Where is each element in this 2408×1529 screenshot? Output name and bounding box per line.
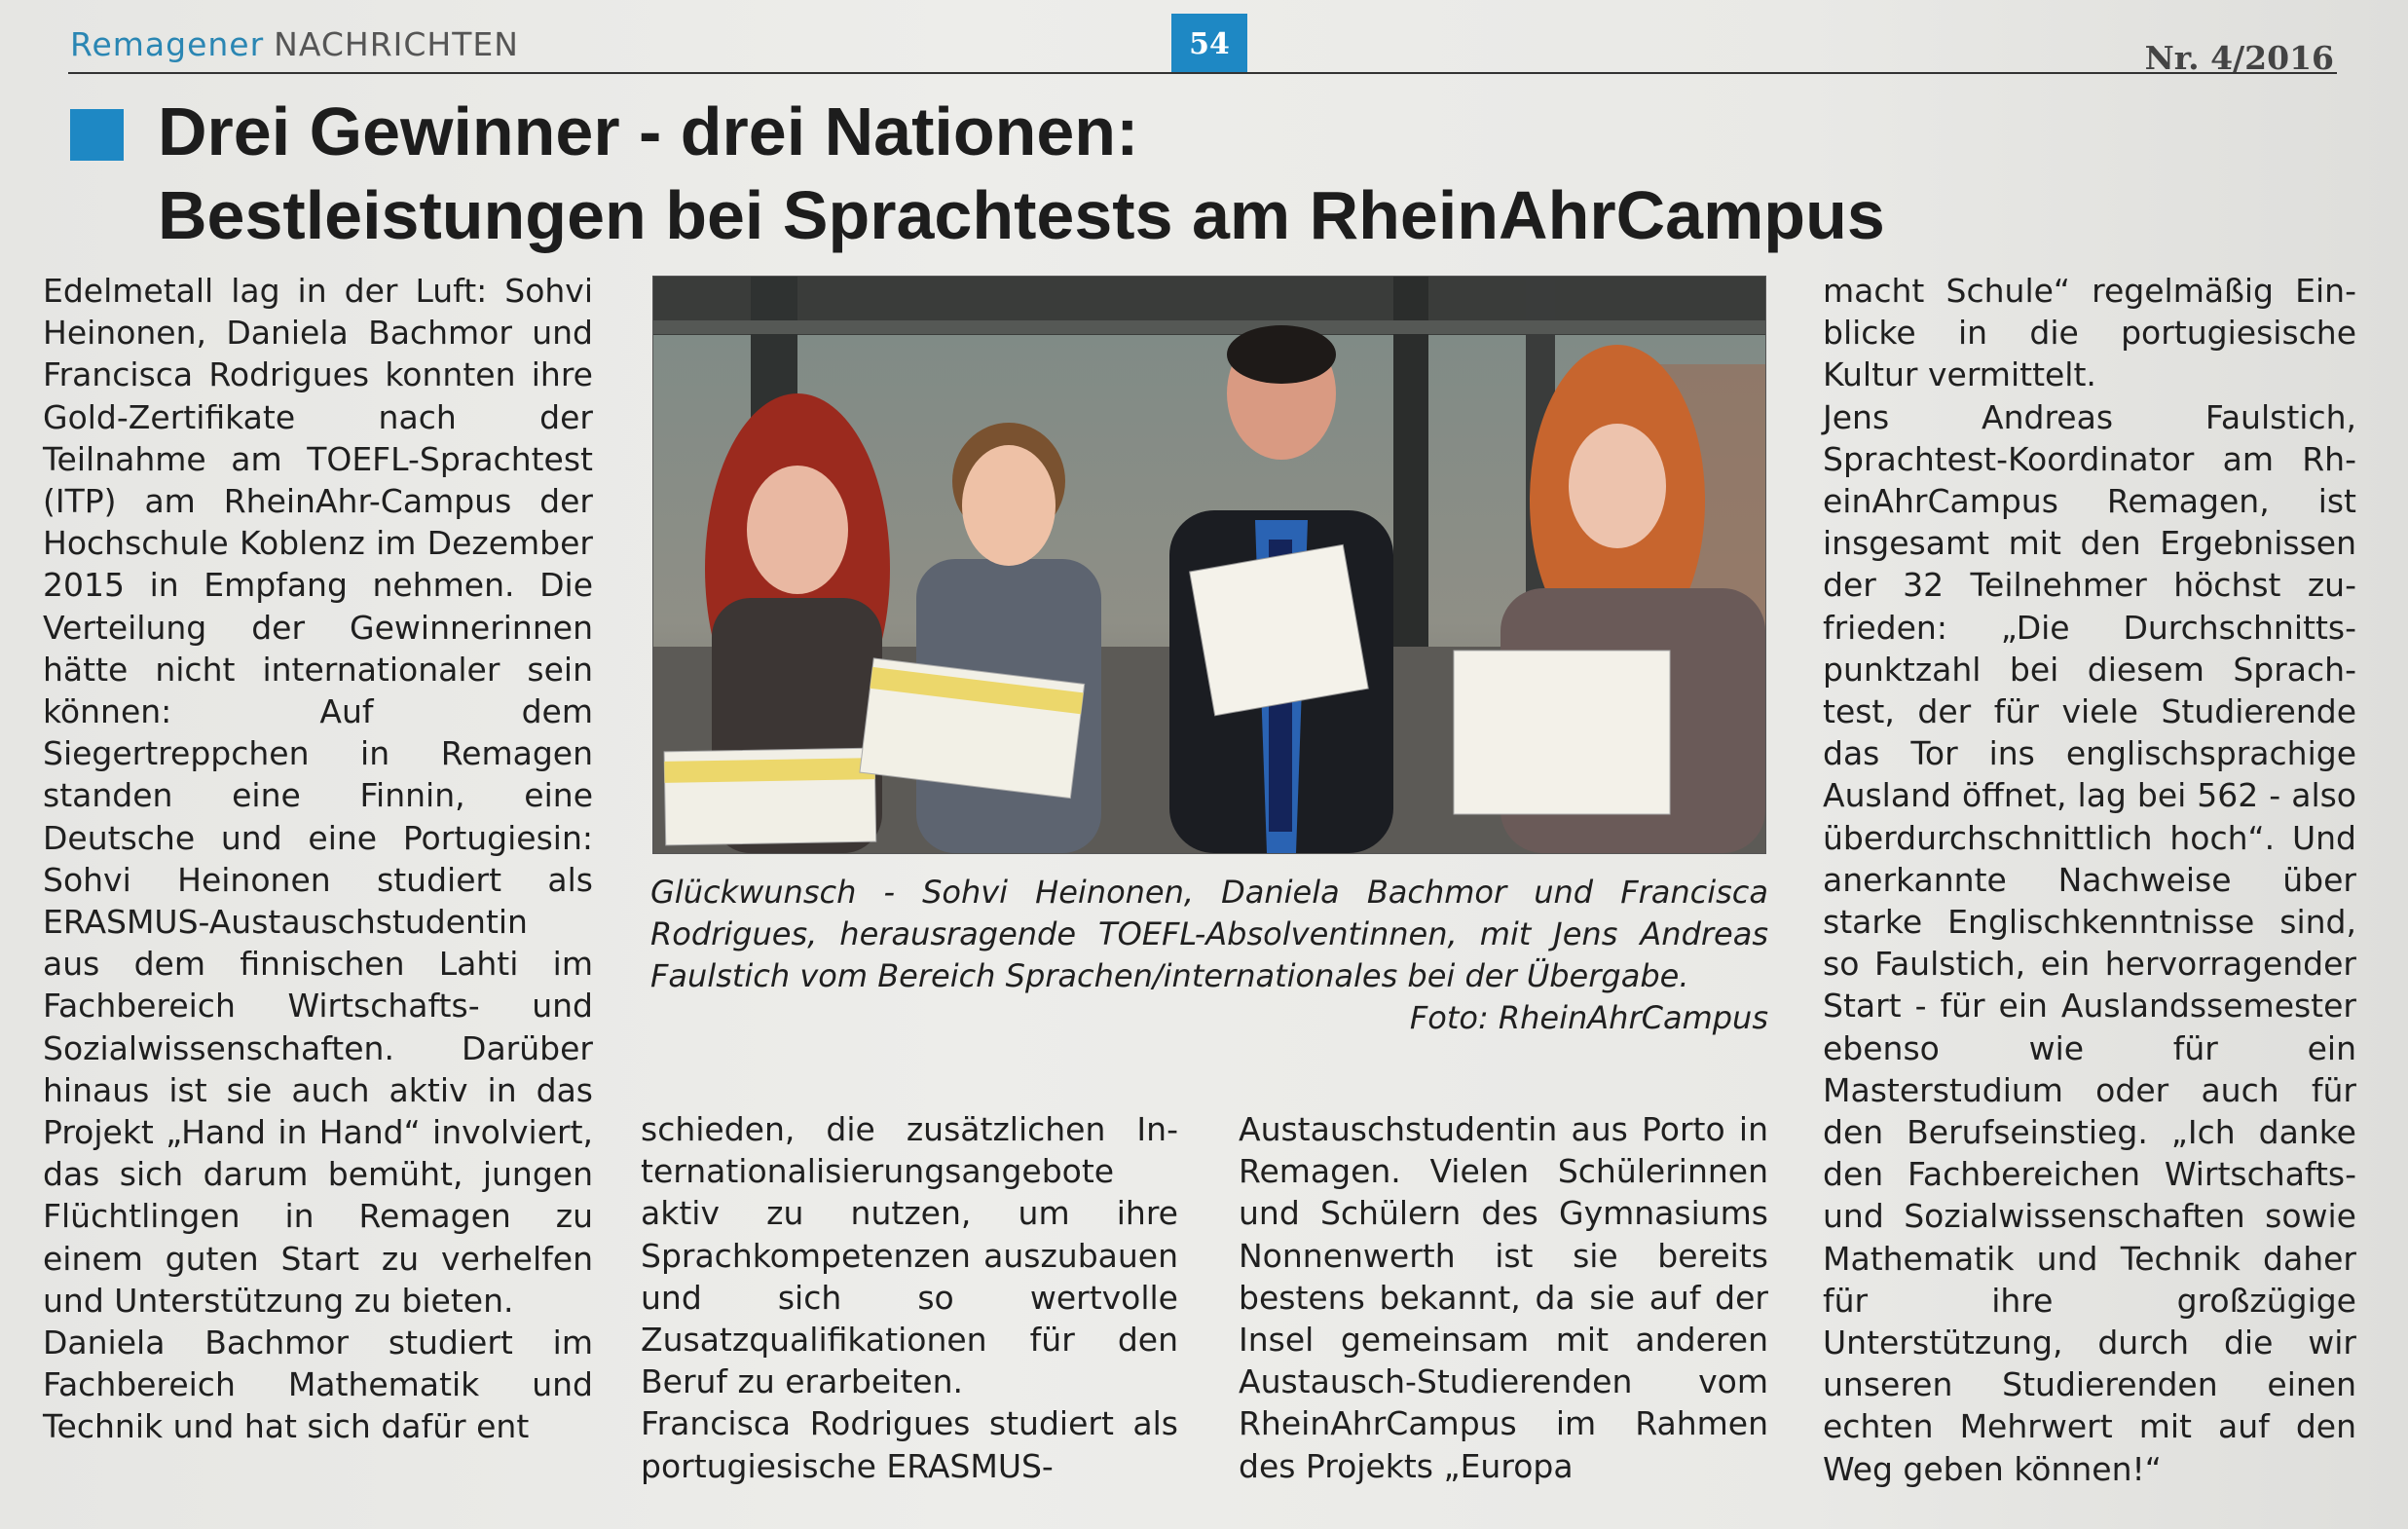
brand-section: NACHRICHTEN xyxy=(274,25,519,63)
paragraph: Edelmetall lag in der Luft: Sohvi Heinonen, Daniela Bachmor und Francisca Rodrigues konnten ihre Gold-Zertifikate nach der Teilnahme am TOEFL-Sprachtest (ITP) am RheinAhr-Campus der Hochschule Koblenz im Dezember 2015 in Empfang nehmen. Die Verteilung der Gewinnerinnen hätte nicht internationaler sein können: Auf dem Siegertreppchen in Remagen standen eine Finnin, eine Deutsche und eine Portugiesin: Sohvi Heinonen studiert als ERASMUS-Austauschstudentin aus dem finnischen Lahti im Fachbereich Wirtschafts- und Sozialwissenschaften. Darüber hinaus ist sie auch aktiv in das Projekt „Hand in Hand“ involviert, das sich darum bemüht, jungen Flüchtlingen in Remagen zu einem guten Start zu verhelfen und Unterstützung zu bieten. xyxy=(43,272,593,1320)
page-number: 54 xyxy=(1171,14,1247,74)
paragraph: schieden, die zusätzlichen Internationalisierungsangebote aktiv zu nutzen, um ihre Sprachkompetenzen auszubauen und sich so wertvolle Zusatzqualifikationen für den Beruf zu erarbeiten. xyxy=(641,1110,1178,1401)
paragraph: Daniela Bachmor studiert im Fachbereich Mathematik und Technik und hat sich dafür ent xyxy=(43,1324,593,1446)
article-column-2 xyxy=(641,1108,1178,1487)
paragraph: Jens Andreas Faulstich, Sprachtest-Koordinator am RheinAhrCampus Remagen, ist insgesamt mit den Ergebnissen der 32 Teilnehmer höchst zufrieden: „Die Durchschnittspunktzahl bei diesem Sprachtest, der für viele Studierende das Tor ins englischsprachige Ausland öffnet, lag bei 562 - also überdurchschnittlich hoch“. Und anerkannte Nachweise über starke Englischkenntnisse sind, so Faulstich, ein hervorragender Start - für ein Auslandssemester ebenso wie für ein Masterstudium oder auch für den Berufseinstieg. „Ich danke den Fachbereichen Wirtschafts- und Sozialwissenschaften sowie Mathematik und Technik daher für ihre großzügige Unterstützung, durch die wir unseren Studierenden einen echten Mehrwert mit auf den Weg geben können!“ xyxy=(1823,397,2356,1488)
paragraph: macht Schule“ regelmäßig Einblicke in die portugiesische Kultur vermittelt. xyxy=(1823,272,2356,394)
brand-name: Remagener xyxy=(70,25,265,63)
headline xyxy=(158,90,2339,257)
paragraph: Francisca Rodrigues studiert als portugiesische ERASMUS- xyxy=(641,1404,1178,1485)
article-column-1 xyxy=(43,270,593,1448)
headline-line-2: Bestleistungen bei Sprachtests am RheinAhrCampus xyxy=(158,177,1885,253)
paragraph: Austauschstudentin aus Porto in Remagen. Vielen Schülerinnen und Schülern des Gymnasiums Nonnenwerth ist sie bereits bestens bekannt, da sie auf der Insel gemeinsam mit anderen Austausch-Studierenden vom RheinAhrCampus im Rahmen des Projekts „Europa xyxy=(1239,1110,1768,1485)
article-column-4 xyxy=(1823,270,2356,1490)
caption-text: Glückwunsch - Sohvi Heinonen, Daniela Bachmor und Francisca Rodrigues, herausragende TOEFL-Absolventinnen, mit Jens Andreas Faulstich vom Bereich Sprachen/internationales bei der Übergabe. xyxy=(650,874,1768,994)
masthead xyxy=(70,25,519,63)
headline-marker-square xyxy=(70,109,124,161)
article-column-3 xyxy=(1239,1108,1768,1487)
headline-line-1: Drei Gewinner - drei Nationen: xyxy=(158,93,1139,169)
header-rule xyxy=(68,72,2337,74)
photo-credit: Foto: RheinAhrCampus xyxy=(1409,999,1768,1036)
issue-number: Nr. 4/2016 xyxy=(2144,39,2334,77)
photo-caption xyxy=(650,872,1768,1039)
photo-illustration xyxy=(653,277,1765,853)
article-photo xyxy=(652,276,1766,854)
